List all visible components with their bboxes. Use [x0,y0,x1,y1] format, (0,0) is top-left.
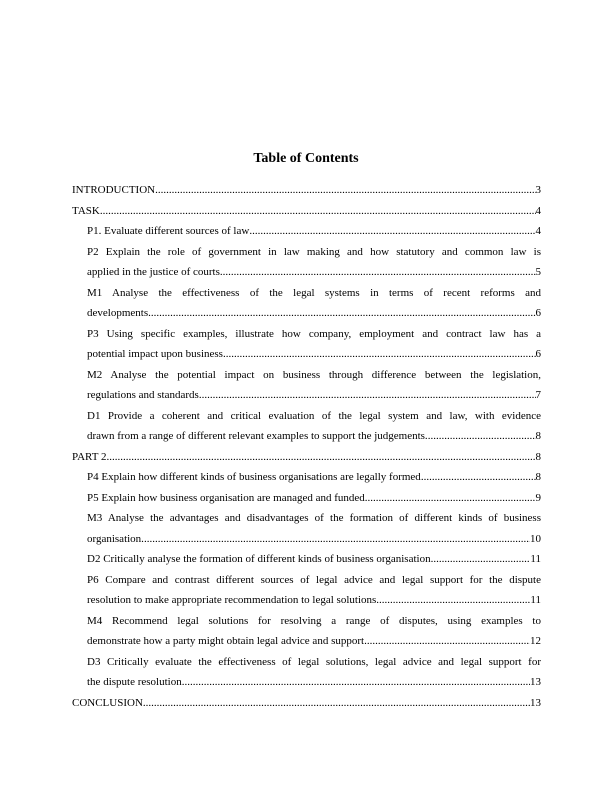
toc-leader-dots [428,426,536,447]
toc-entry-p5[interactable] [72,488,541,509]
toc-entry-d3[interactable] [72,652,541,693]
toc-entry-label-line2: resolution to make appropriate recommendation to legal solutions. [87,594,380,606]
toc-entry-label-line1: P2 Explain the role of government in law making and how statutory and common law is [87,245,541,258]
toc-entry-label-line1: M2 Analyse the potential impact on business through difference between the legislation, [87,368,541,381]
toc-leader-dots [143,693,530,714]
toc-page-number: 13 [530,676,541,688]
toc-entry-label-line2: applied in the justice of courts [87,266,220,278]
toc-leader-dots [100,201,536,222]
toc-leader-dots [184,672,530,693]
toc-entry-label-line1: D1 Provide a coherent and critical evaluation of the legal system and law, with evidence [87,409,541,422]
toc-page-number: 3 [535,184,541,196]
toc-entry-introduction[interactable] [72,180,541,201]
toc-page-number: 4 [535,225,541,237]
toc-entry-part2[interactable] [72,447,541,468]
toc-entry-label-line1: D3 Critically evaluate the effectiveness of legal solutions, legal advice and legal support for [87,655,541,668]
toc-entry-label-line2: demonstrate how a party might obtain legal advice and support [87,635,365,647]
toc-page-number: 9 [535,491,541,504]
toc-entry-label: CONCLUSION [72,696,143,709]
toc-page-number: 6 [535,307,541,319]
toc-entry-label-line2: potential impact upon business [87,348,223,360]
toc-page-number: 12 [530,635,541,647]
toc-entry-label: P5 Explain how business organisation are managed and funded [87,491,365,504]
toc-leader-dots [144,529,530,550]
toc-entry-label-line2: organisation. [87,532,144,545]
toc-entry-label: P1. Evaluate different sources of law [87,225,250,237]
toc-leader-dots [223,344,536,365]
toc-entry-d1[interactable] [72,406,541,447]
toc-entry-m4[interactable] [72,611,541,652]
toc-entry-label-line1: P6 Compare and contrast different sources of legal advice and legal support for the dispute [87,573,541,586]
toc-leader-dots [148,303,535,324]
table-of-contents [72,180,541,713]
toc-leader-dots [107,447,536,468]
toc-leader-dots [199,385,536,406]
toc-entry-label-line1: M4 Recommend legal solutions for resolving a range of disputes, using examples to [87,614,541,627]
toc-entry-m2[interactable] [72,365,541,406]
toc-leader-dots [365,488,536,509]
toc-leader-dots [421,467,536,488]
toc-entry-d2[interactable] [72,549,541,570]
toc-entry-m1[interactable] [72,283,541,324]
toc-entry-p6[interactable] [72,570,541,611]
toc-page-number: 4 [535,204,541,217]
toc-entry-p4[interactable] [72,467,541,488]
toc-entry-label: D2 Critically analyse the formation of different kinds of business organisation [87,553,431,565]
toc-entry-label-line2: the dispute resolution. [87,676,185,688]
toc-entry-label-line1: M3 Analyse the advantages and disadvantages of the formation of different kinds of business [87,512,541,524]
toc-entry-label-line1: M1 Analyse the effectiveness of the legal systems in terms of recent reforms and [87,286,541,299]
toc-page-number: 13 [530,696,541,709]
toc-entry-label: INTRODUCTION [72,184,156,196]
toc-page-number: 8 [535,471,541,483]
toc-entry-label: TASK [72,204,100,217]
toc-leader-dots [364,631,530,652]
toc-page-number: 8 [535,430,541,442]
toc-page-number: 11 [530,553,541,565]
toc-leader-dots [431,549,531,570]
toc-leader-dots [155,180,535,201]
toc-entry-p1[interactable] [72,221,541,242]
toc-entry-label-line1: P3 Using specific examples, illustrate how company, employment and contract law has a [87,327,541,340]
toc-page-number: 10 [530,532,541,545]
toc-entry-label: PART 2 [72,450,107,463]
toc-leader-dots [220,262,536,283]
toc-page-number: 8 [535,450,541,463]
toc-entry-task[interactable] [72,201,541,222]
toc-page-number: 7 [535,389,541,401]
toc-entry-m3[interactable] [72,508,541,549]
toc-title: Table of Contents [253,151,359,166]
toc-entry-label-line2: developments [87,307,149,319]
toc-entry-label-line2: drawn from a range of different relevant examples to support the judgements. [87,430,428,442]
toc-leader-dots [249,221,535,242]
toc-page-number: 11 [530,594,541,606]
toc-page-number: 6 [535,348,541,360]
toc-entry-p3[interactable] [72,324,541,365]
toc-leader-dots [379,590,530,611]
toc-entry-p2[interactable] [72,242,541,283]
toc-entry-label: P4 Explain how different kinds of business organisations are legally formed [87,471,421,483]
toc-page-number: 5 [535,266,541,278]
toc-entry-label-line2: regulations and standards [87,389,199,401]
toc-entry-conclusion[interactable] [72,693,541,714]
